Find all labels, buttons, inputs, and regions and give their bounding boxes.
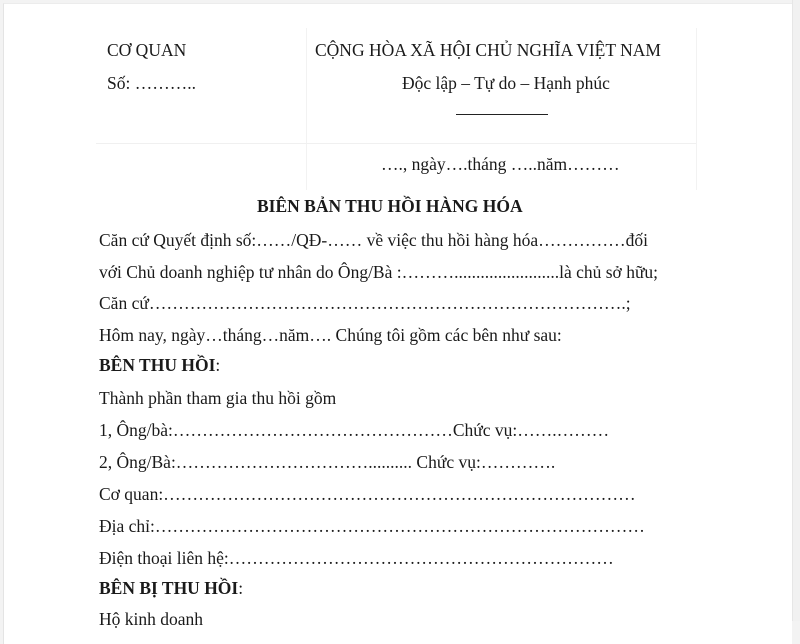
date-line: …., ngày….tháng …..năm……… (381, 154, 620, 174)
member-line-2: 2, Ông/Bà:…………………………….......... Chức vụ:…………. (99, 452, 556, 472)
document-title: BIÊN BẢN THU HỒI HÀNG HÓA (257, 196, 523, 216)
table-divider (696, 28, 697, 190)
address-field: Địa chỉ:………………………………………………………………………… (99, 516, 645, 536)
body-line: Căn cứ Quyết định số:……/QĐ-…… về việc thu hồi hàng hóa……………đối (99, 230, 648, 250)
section-heading-text: BÊN THU HỒI (99, 355, 216, 375)
section-heading-recovering (99, 355, 220, 376)
member-line-1: 1, Ông/bà:…………………………………………Chức vụ:…….……… (99, 420, 610, 440)
national-title: CỘNG HÒA XÃ HỘI CHỦ NGHĨA VIỆT NAM (315, 40, 661, 60)
document-number: Số: ……….. (107, 73, 196, 93)
body-line: Căn cứ……………………………………………………………………….; (99, 293, 631, 313)
phone-field: Điện thoại liên hệ:………………………………………………………… (99, 548, 614, 568)
motto-underline (456, 114, 548, 115)
national-motto: Độc lập – Tự do – Hạnh phúc (402, 73, 610, 93)
participants-intro: Thành phần tham gia thu hồi gồm (99, 388, 337, 408)
household-business-line: Hộ kinh doanh (99, 609, 204, 629)
table-divider (96, 143, 696, 144)
agency-label: CƠ QUAN (107, 40, 187, 60)
section-heading-recovered (99, 578, 243, 599)
page-margin-strip (792, 0, 800, 621)
table-divider (306, 28, 307, 190)
section-heading-colon: : (238, 578, 244, 598)
body-line: với Chủ doanh nghiệp tư nhân do Ông/Bà :………........................là chủ sở hữu; (99, 262, 659, 282)
section-heading-colon: : (215, 355, 221, 375)
body-line: Hôm nay, ngày…tháng…năm…. Chúng tôi gồm các bên như sau: (99, 325, 562, 345)
section-heading-text: BÊN BỊ THU HỒI (99, 578, 239, 598)
agency-field: Cơ quan:……………………………………………………………………… (99, 484, 636, 504)
